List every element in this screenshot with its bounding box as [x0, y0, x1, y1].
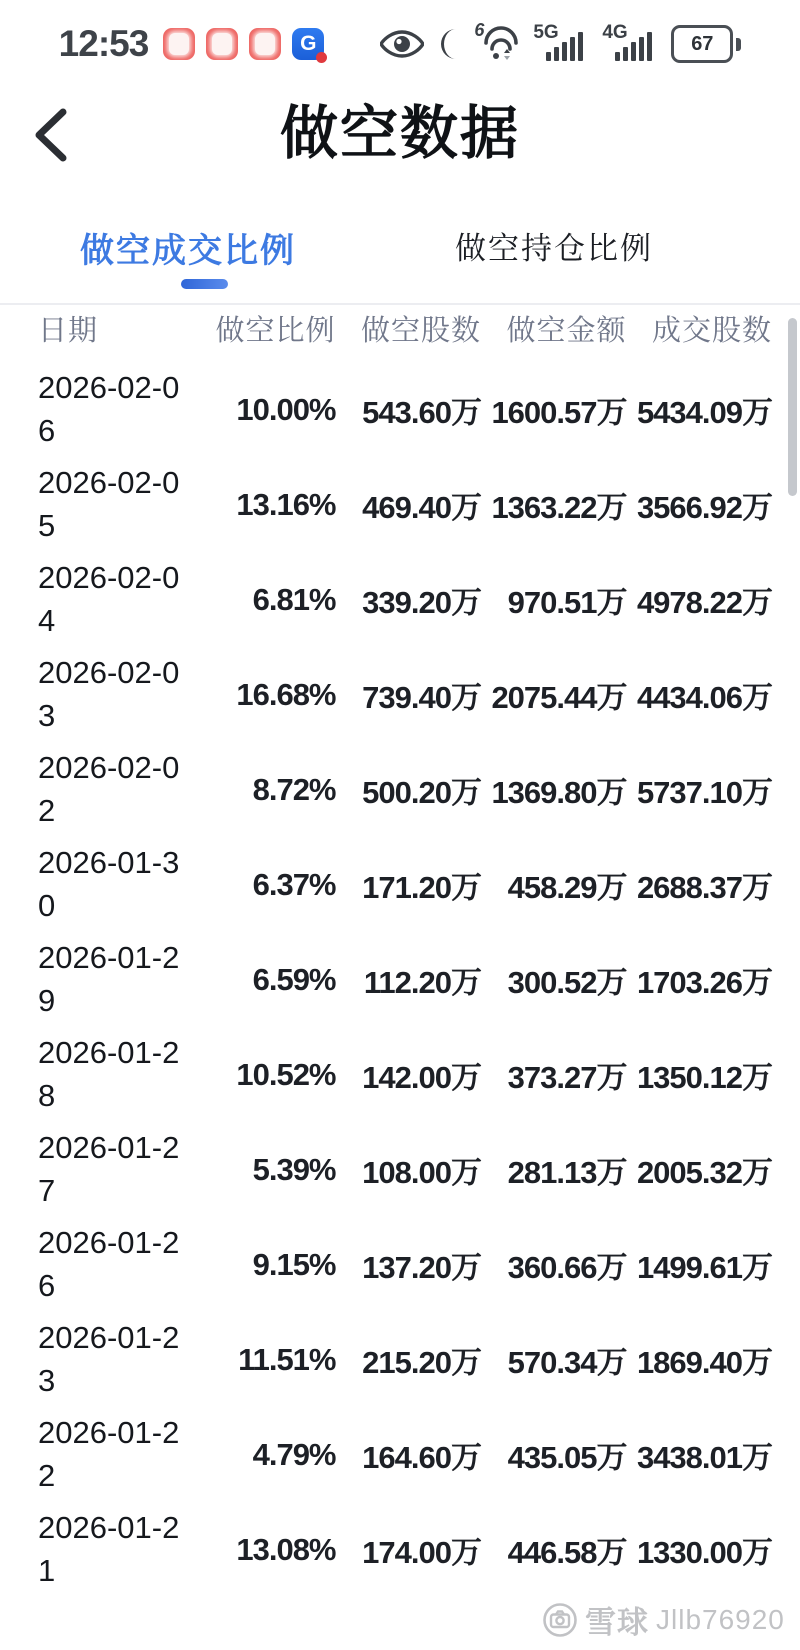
- date-cell: 2026-01-28: [38, 1034, 180, 1113]
- date-cell: 2026-02-03: [38, 654, 180, 733]
- table-row: [0, 1407, 800, 1502]
- app-bar: [0, 86, 800, 186]
- value-cell: 164.60万: [362, 1440, 481, 1475]
- signal-bars: [615, 32, 652, 61]
- date-cell: 2026-01-23: [38, 1319, 180, 1398]
- value-cell: 3438.01万: [636, 1440, 772, 1475]
- active-tab-indicator: [181, 279, 228, 289]
- notification-glyph: [212, 33, 232, 55]
- value-cell: 2005.32万: [636, 1155, 772, 1190]
- camera-icon: [542, 1602, 578, 1638]
- table-row: [0, 362, 800, 457]
- table-header: [0, 305, 800, 351]
- notification-glyph: [255, 33, 275, 55]
- value-cell: 10.52%: [236, 1056, 336, 1092]
- table-row: [0, 1122, 800, 1217]
- network-4g-label: 4G: [602, 22, 628, 43]
- value-cell: 446.58万: [507, 1535, 627, 1570]
- battery-icon: [671, 25, 733, 63]
- wifi-icon: [474, 20, 522, 62]
- g-app-icon-letter: G: [300, 32, 317, 55]
- value-cell: 1369.80万: [491, 775, 627, 810]
- signal-4g-icon: [602, 22, 660, 62]
- date-cell: 2026-02-02: [38, 749, 180, 828]
- table-row: [0, 647, 800, 742]
- battery-percent: 67: [691, 32, 714, 55]
- table-row: [0, 837, 800, 932]
- value-cell: 4434.06万: [636, 680, 772, 715]
- value-cell: 4.79%: [252, 1436, 336, 1472]
- value-cell: 10.00%: [236, 391, 336, 427]
- column-header-short-amount: 做空金额: [506, 314, 627, 347]
- table-row: [0, 932, 800, 1027]
- network-5g-label: 5G: [533, 22, 559, 43]
- table-row: [0, 742, 800, 837]
- date-cell: 2026-01-30: [38, 844, 180, 923]
- table-row: [0, 457, 800, 552]
- page-title: 做空数据: [279, 101, 520, 166]
- value-cell: 300.52万: [507, 965, 627, 1000]
- date-cell: 2026-02-06: [38, 369, 180, 448]
- column-header-date: 日期: [38, 314, 99, 347]
- value-cell: 1869.40万: [636, 1345, 772, 1380]
- value-cell: 1350.12万: [636, 1060, 772, 1095]
- chevron-left-icon: [31, 107, 73, 163]
- value-cell: 112.20万: [363, 965, 481, 1000]
- value-cell: 1330.00万: [636, 1535, 772, 1570]
- tab-short-volume-ratio[interactable]: [80, 223, 296, 272]
- back-button[interactable]: [26, 104, 78, 168]
- value-cell: 4978.22万: [636, 585, 772, 620]
- watermark: [542, 1597, 785, 1642]
- value-cell: 469.40万: [362, 490, 481, 525]
- battery-nub: [736, 38, 741, 51]
- value-cell: 6.81%: [252, 581, 336, 617]
- value-cell: 360.66万: [507, 1250, 627, 1285]
- date-cell: 2026-01-22: [38, 1414, 180, 1493]
- value-cell: 281.13万: [507, 1155, 627, 1190]
- wifi-arcs: [478, 26, 522, 62]
- notification-glyph: [169, 33, 189, 55]
- value-cell: 1363.22万: [491, 490, 627, 525]
- notification-app-icon: [206, 28, 238, 60]
- value-cell: 108.00万: [362, 1155, 481, 1190]
- value-cell: 5737.10万: [636, 775, 772, 810]
- tab-bar: [0, 205, 800, 305]
- value-cell: 13.16%: [236, 486, 336, 522]
- table-row: [0, 1312, 800, 1407]
- value-cell: 458.29万: [507, 870, 627, 905]
- notification-badge: [316, 52, 327, 63]
- value-cell: 171.20万: [362, 870, 481, 905]
- value-cell: 215.20万: [362, 1345, 481, 1380]
- value-cell: 339.20万: [362, 585, 481, 620]
- tab-short-position-ratio[interactable]: [455, 223, 653, 268]
- value-cell: 174.00万: [362, 1535, 481, 1570]
- column-header-traded-shares: 成交股数: [651, 314, 772, 347]
- status-bar: [0, 16, 800, 72]
- table-row: [0, 552, 800, 647]
- date-cell: 2026-01-27: [38, 1129, 180, 1208]
- value-cell: 16.68%: [236, 676, 336, 712]
- watermark-user: Jllb76920: [656, 1603, 785, 1635]
- clock: 12:53: [58, 23, 149, 64]
- value-cell: 543.60万: [362, 395, 481, 430]
- value-cell: 570.34万: [507, 1345, 627, 1380]
- value-cell: 1600.57万: [491, 395, 627, 430]
- value-cell: 137.20万: [362, 1250, 481, 1285]
- value-cell: 373.27万: [507, 1060, 627, 1095]
- table-row: [0, 1027, 800, 1122]
- signal-5g-icon: [533, 22, 591, 62]
- value-cell: 1499.61万: [636, 1250, 772, 1285]
- value-cell: 9.15%: [252, 1246, 336, 1282]
- value-cell: 739.40万: [362, 680, 481, 715]
- value-cell: 970.51万: [507, 585, 627, 620]
- tab-label: 做空持仓比例: [455, 231, 653, 266]
- notification-app-icon: [249, 28, 281, 60]
- value-cell: 1703.26万: [636, 965, 772, 1000]
- watermark-brand: 雪球: [585, 1605, 649, 1640]
- date-cell: 2026-01-21: [38, 1509, 180, 1588]
- value-cell: 2688.37万: [636, 870, 772, 905]
- scrollbar-thumb[interactable]: [788, 318, 797, 496]
- g-app-icon: [292, 28, 324, 60]
- value-cell: 6.59%: [252, 961, 336, 997]
- value-cell: 5434.09万: [636, 395, 772, 430]
- table-row: [0, 1502, 800, 1597]
- date-cell: 2026-01-29: [38, 939, 180, 1018]
- table-row: [0, 1217, 800, 1312]
- notification-app-icon: [163, 28, 195, 60]
- column-header-short-ratio: 做空比例: [215, 314, 336, 347]
- value-cell: 2075.44万: [491, 680, 627, 715]
- date-cell: 2026-02-05: [38, 464, 180, 543]
- date-cell: 2026-01-26: [38, 1224, 180, 1303]
- moon-icon: [435, 28, 467, 60]
- eye-icon: [380, 29, 424, 59]
- signal-bars: [546, 32, 583, 61]
- value-cell: 142.00万: [362, 1060, 481, 1095]
- value-cell: 500.20万: [362, 775, 481, 810]
- tab-label: 做空成交比例: [80, 232, 296, 270]
- value-cell: 11.51%: [238, 1341, 336, 1377]
- value-cell: 5.39%: [252, 1151, 336, 1187]
- column-header-short-shares: 做空股数: [360, 314, 481, 347]
- value-cell: 3566.92万: [636, 490, 772, 525]
- table-body: [0, 362, 800, 1597]
- wifi6-label: 6: [474, 20, 485, 40]
- value-cell: 6.37%: [252, 866, 336, 902]
- value-cell: 435.05万: [507, 1440, 627, 1475]
- value-cell: 8.72%: [252, 771, 336, 807]
- value-cell: 13.08%: [236, 1531, 336, 1567]
- date-cell: 2026-02-04: [38, 559, 180, 638]
